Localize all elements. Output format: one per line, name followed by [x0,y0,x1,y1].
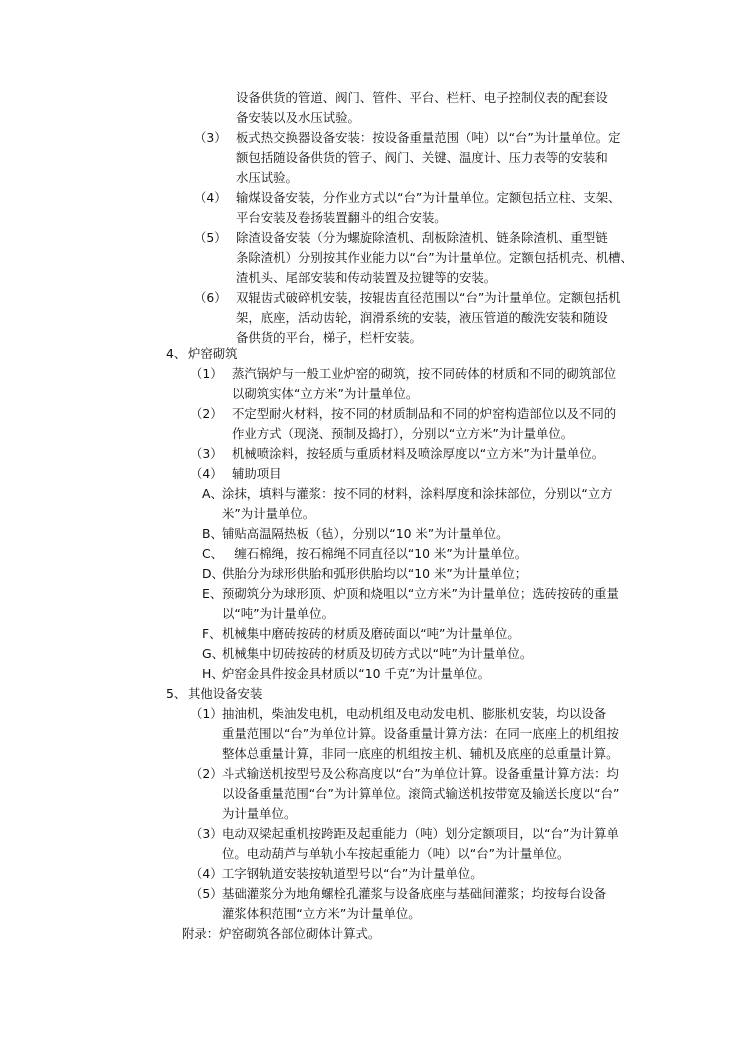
paragraph-continuation [236,88,608,128]
text-line: 缠石棉绳，按石棉绳不同直径以“10 米”为计量单位。 [222,546,528,561]
text-line: 工字钢轨道安装按轨道型号以“台”为计量单位。 [222,866,483,881]
text-line: 供胎分为球形供胎和弧形供胎均以“10 米”为计量单位； [222,566,528,581]
list-item [222,624,520,644]
text-line: 条除渣机）分别按其作业能力以“台”为计量单位。定额包括机壳、机槽、 [236,250,633,265]
text-line: 位。电动葫芦与单轨小车按起重能力（吨）以“台”为计量单位。 [222,846,570,861]
list-item [236,188,621,228]
text-line: 铺贴高温隔热板（毡），分别以“10 米”为计量单位。 [222,526,509,541]
list-item [222,884,606,924]
list-item [232,404,616,444]
appendix-note: 附录：炉窑砌筑各部位砌体计算式。 [182,926,381,941]
subitem-letter: C、 [202,546,224,561]
text-line: 以设备重量范围“台”为计算单位。滚筒式输送机按带宽及输送长度以“台” [222,786,620,801]
text-line: 斗式输送机按型号及公称高度以“台”为单位计算。设备重量计算方法：均 [222,766,619,781]
text-line: 水压试验。 [236,170,298,185]
item-number: （5） [190,886,223,901]
item-number: （3） [194,130,227,145]
text-line: 机械集中磨砖按砖的材质及磨砖面以“吨”为计量单位。 [222,626,520,641]
list-item [236,128,621,188]
section-number: 5、 [166,686,187,701]
list-item [236,288,621,348]
subitem-letter: E、 [202,586,223,601]
item-number: （4） [190,466,223,481]
text-line: 不定型耐火材料，按不同的材质制品和不同的炉窑构造部位以及不同的 [232,406,617,421]
text-line: 设备供货的管道、阀门、管件、平台、栏杆、电子控制仪表的配套设 [236,90,608,105]
text-line: 板式热交换器设备安装：按设备重量范围（吨）以“台”为计量单位。定 [236,130,621,145]
item-number: （4） [190,866,223,881]
text-line: 灌浆体积范围“立方米”为计量单位。 [222,906,421,921]
list-item [222,544,527,564]
item-number: （6） [194,290,227,305]
text-line: 双辊齿式破碎机安装，按辊齿直径范围以“台”为计量单位。定额包括机 [236,290,621,305]
text-line: 蒸汽锅炉与一般工业炉窑的砌筑，按不同砖体的材质和不同的砌筑部位 [232,366,617,381]
list-item [232,364,616,404]
text-line: 辅助项目 [232,466,282,481]
text-line: 额包括随设备供货的管子、阀门、关键、温度计、压力表等的安装和 [236,150,608,165]
list-item [222,664,490,684]
text-line: 渣机头、尾部安装和传动装置及拉键等的安装。 [236,270,497,285]
text-line: 炉窑金具件按金具材质以“10 千克”为计量单位。 [222,666,490,681]
section-number: 4、 [166,346,187,361]
text-line: 以砌筑实体“立方米”为计量单位。 [232,386,419,401]
list-item [232,464,282,484]
text-line: 架，底座，活动齿轮，润滑系统的安装，液压管道的酸洗安装和随设 [236,310,608,325]
text-line: 电动双梁起重机按跨距及起重能力（吨）划分定额项目，以“台”为计算单 [222,826,619,841]
item-number: （3） [190,826,223,841]
list-item [222,564,527,584]
text-line: 以“吨”为计量单位。 [222,606,334,621]
item-number: （1） [190,366,223,381]
item-number: （3） [190,446,223,461]
text-line: 除渣设备安装（分为螺旋除渣机、刮板除渣机、链条除渣机、重型链 [236,230,608,245]
text-line: 整体总重量计算，非同一底座的机组按主机、辅机及底座的总重量计算。 [222,746,619,761]
text-line: 备供货的平台，梯子，栏杆安装。 [236,330,422,345]
subitem-letter: A、 [202,486,223,501]
list-item [222,584,619,624]
list-item [222,864,483,884]
list-item [222,644,532,664]
text-line: 米”为计量单位。 [222,506,316,521]
item-number: （2） [190,406,223,421]
text-line: 备安装以及水压试验。 [236,110,360,125]
list-item [222,764,619,824]
item-number: （2） [190,766,223,781]
list-item [222,824,619,864]
text-line: 涂抹，填料与灌浆：按不同的材料，涂料厚度和涂抹部位，分别以“立方 [222,486,613,501]
list-item [236,228,633,288]
list-item [232,444,604,464]
section-heading: 炉窑砌筑 [188,346,238,361]
subitem-letter: B、 [202,526,223,541]
text-line: 机械喷涂料，按轻质与重质材料及喷涂厚度以“立方米”为计量单位。 [232,446,605,461]
text-line: 作业方式（现浇、预制及捣打），分别以“立方米”为计量单位。 [232,426,574,441]
subitem-letter: D、 [202,566,224,581]
text-line: 预砌筑分为球形顶、炉顶和烧咀以“立方米”为计量单位；选砖按砖的重量 [222,586,619,601]
text-line: 重量范围以“台”为单位计算。设备重量计算方法：在同一底座上的机组按 [222,726,619,741]
section-heading: 其他设备安装 [188,686,263,701]
list-item [222,484,613,524]
text-line: 抽油机，柴油发电机，电动机组及电动发电机、膨胀机安装，均以设备 [222,706,607,721]
text-line: 基础灌浆分为地角螺栓孔灌浆与设备底座与基础间灌浆；均按每台设备 [222,886,607,901]
subitem-letter: H、 [202,666,224,681]
list-item [222,704,619,764]
subitem-letter: G、 [202,646,224,661]
item-number: （1） [190,706,223,721]
list-item [222,524,509,544]
subitem-letter: F、 [202,626,222,641]
item-number: （5） [194,230,227,245]
text-line: 为计量单位。 [222,806,297,821]
text-line: 输煤设备安装，分作业方式以“台”为计量单位。定额包括立柱、支架、 [236,190,621,205]
text-line: 机械集中切砖按砖的材质及切砖方式以“吨”为计量单位。 [222,646,533,661]
item-number: （4） [194,190,227,205]
text-line: 平台安装及卷扬装置翻斗的组合安装。 [236,210,447,225]
